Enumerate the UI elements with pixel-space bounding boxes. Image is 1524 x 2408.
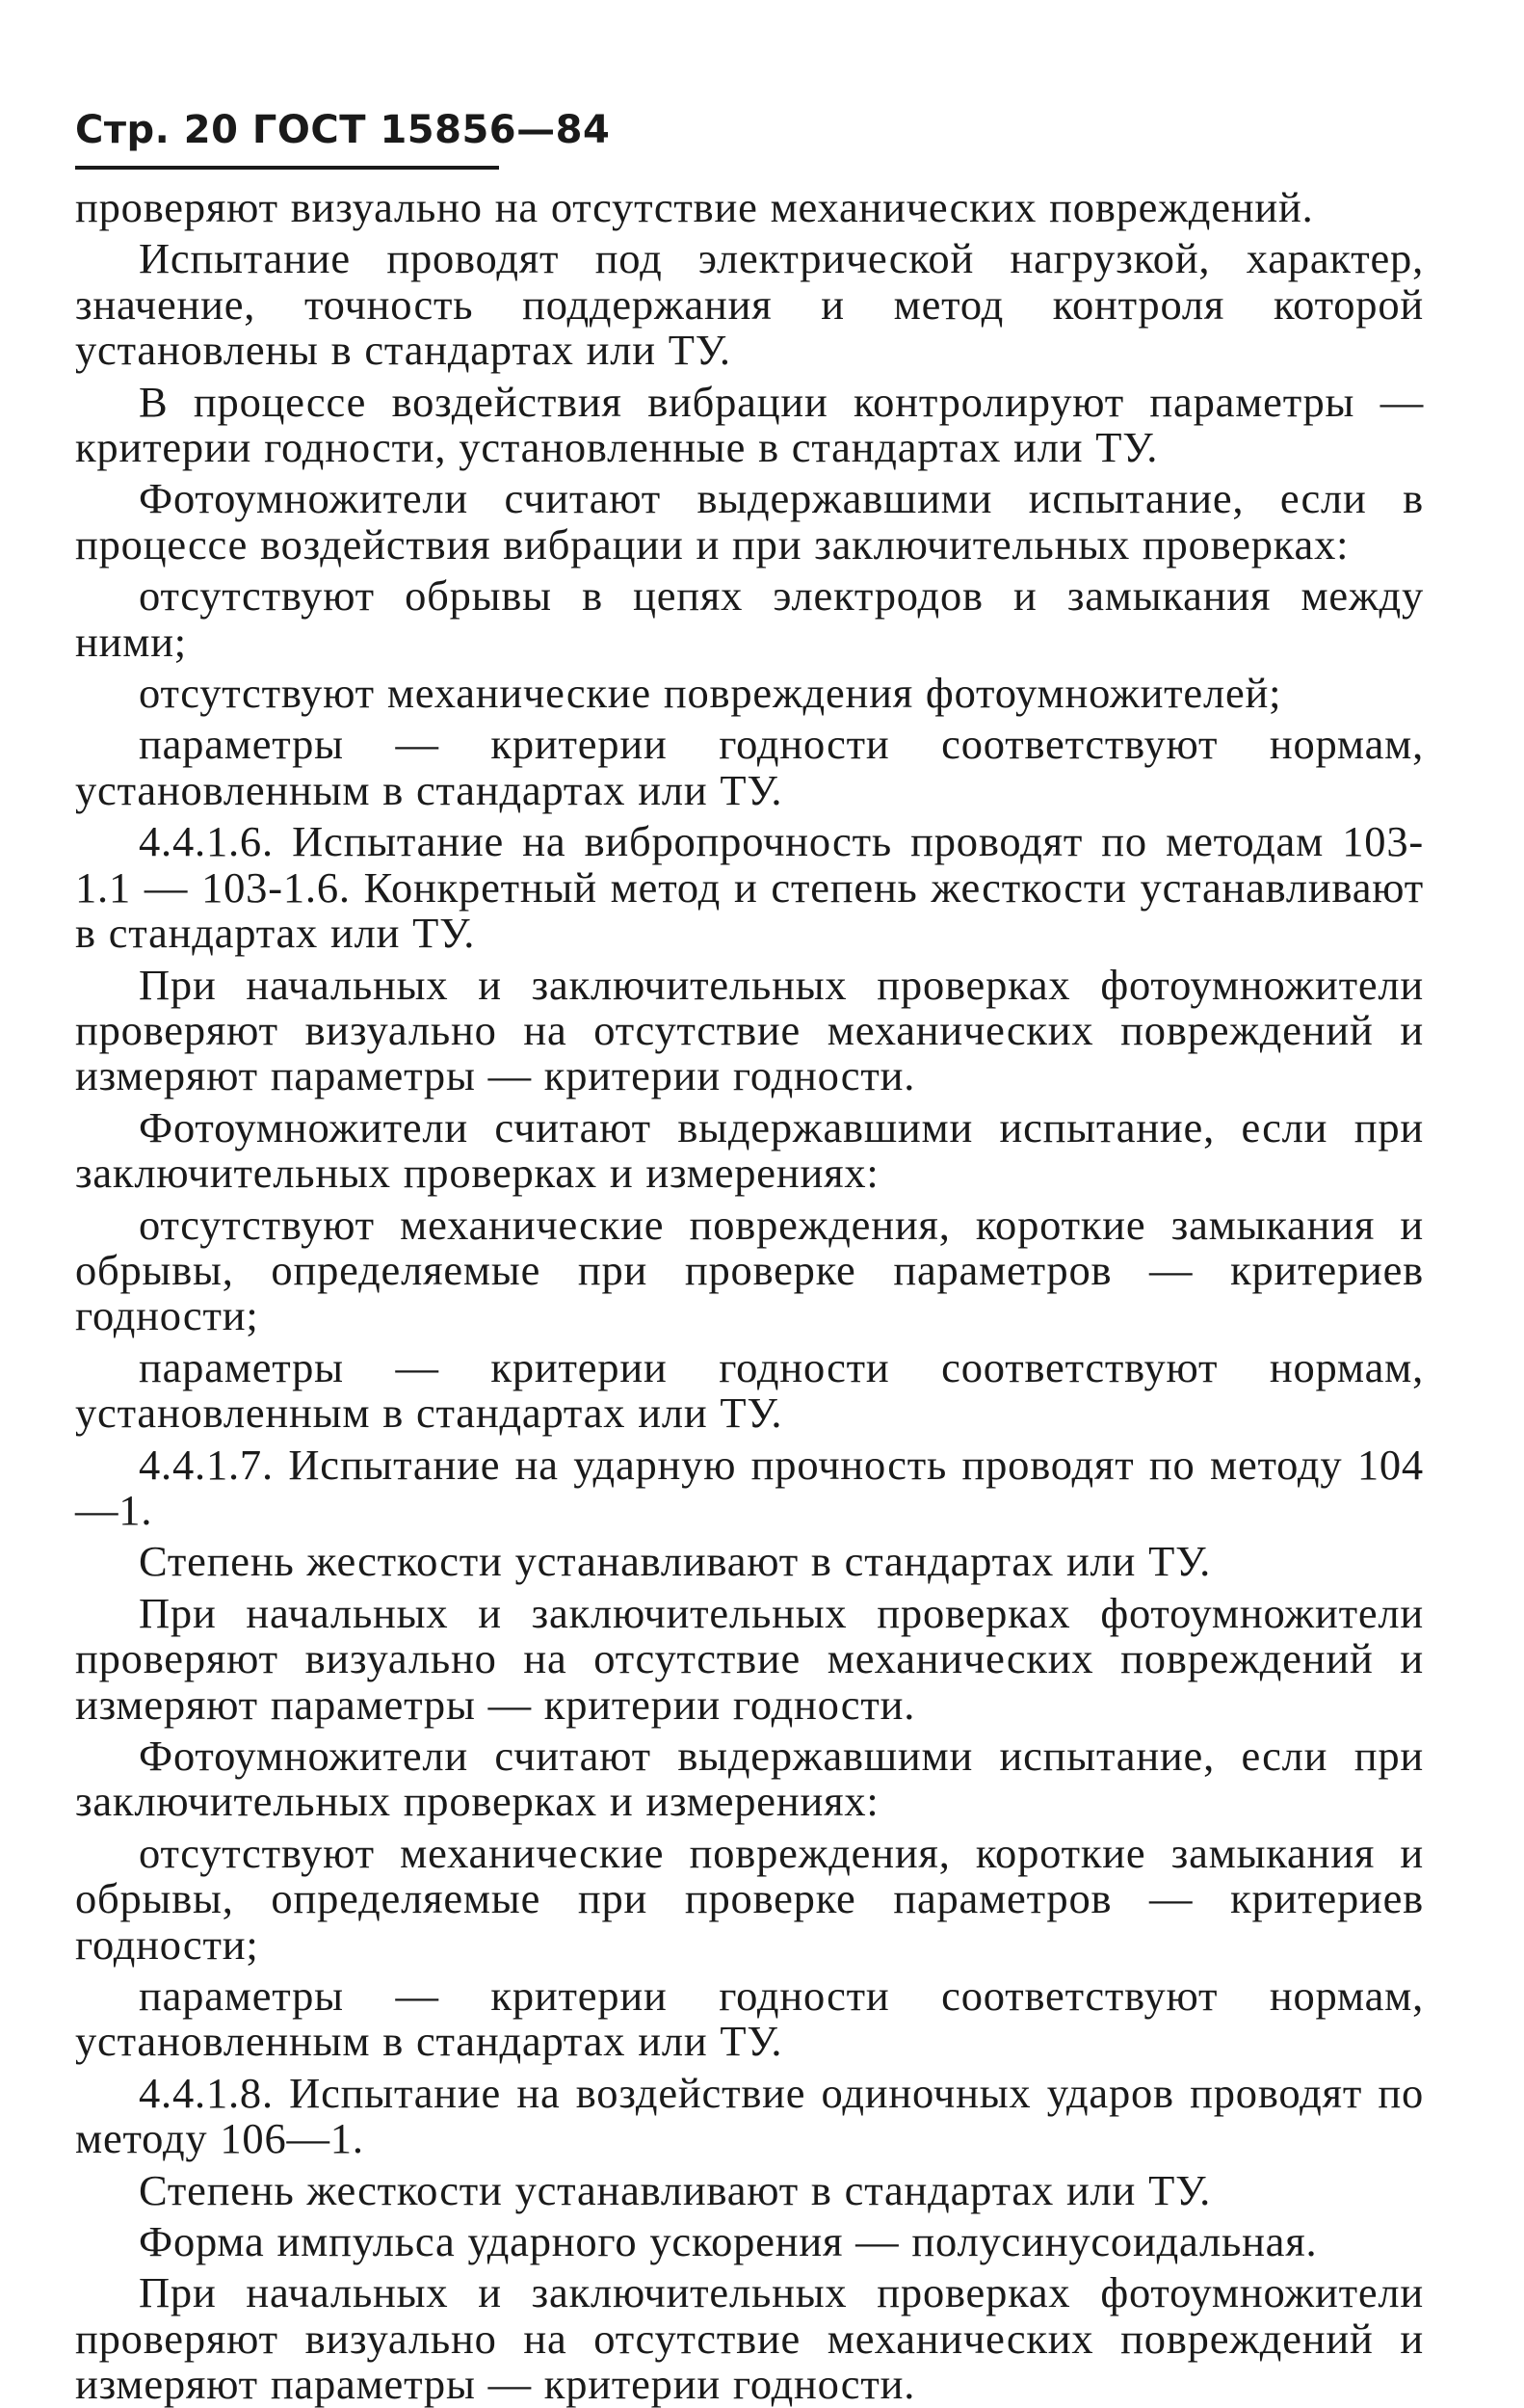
paragraph: параметры — критерии годности соответствуют нормам, установленным в стандартах или ТУ. xyxy=(75,720,1424,814)
paragraph: При начальных и заключительных проверках фотоумножители проверяют визуально на отсутствие механических повреждений и измеряют параметры — критерии годности. xyxy=(75,1588,1424,1729)
document-page xyxy=(75,0,1424,2408)
paragraph: Фотоумножители считают выдержавшими испытание, если при заключительных проверках и измерениях: xyxy=(75,1102,1424,1198)
document-body xyxy=(75,185,1424,2408)
paragraph: параметры — критерии годности соответствуют нормам, установленным в стандартах или ТУ. xyxy=(75,1971,1424,2066)
paragraph: отсутствуют механические повреждения фотоумножителей; xyxy=(139,669,1282,718)
clause-4-4-1-8: 4.4.1.8. Испытание на воздействие одиночных ударов проводят по методу 106—1. xyxy=(75,2068,1424,2163)
paragraph: Степень жесткости устанавливают в стандартах или ТУ. xyxy=(139,1537,1212,1586)
clause-4-4-1-6: 4.4.1.6. Испытание на вибропрочность проводят по методам 103-1.1 — 103-1.6. Конкретный метод и степень жесткости устанавливают в стандартах или ТУ. xyxy=(75,817,1424,958)
paragraph: В процессе воздействия вибрации контролируют параметры — критерии годности, установленные в стандартах или ТУ. xyxy=(75,377,1424,472)
standard-designation: ГОСТ 15856—84 xyxy=(251,108,611,152)
paragraph: Испытание проводят под электрической нагрузкой, характер, значение, точность поддержания и метод контроля которой установлены в стандартах или ТУ. xyxy=(75,234,1424,375)
clause-4-4-1-7: 4.4.1.7. Испытание на ударную прочность проводят по методу 104—1. xyxy=(75,1440,1424,1534)
header-rule xyxy=(75,166,499,170)
paragraph: При начальных и заключительных проверках фотоумножители проверяют визуально на отсутствие механических повреждений и измеряют параметры — критерии годности. xyxy=(75,960,1424,1100)
page-header xyxy=(75,108,610,152)
paragraph: Форма импульса ударного ускорения — полусинусоидальная. xyxy=(139,2217,1318,2266)
paragraph: При начальных и заключительных проверках фотоумножители проверяют визуально на отсутствие механических повреждений и измеряют параметры — критерии годности. xyxy=(75,2268,1424,2408)
paragraph: отсутствуют механические повреждения, короткие замыкания и обрывы, определяемые при проверке параметров — критериев годности; xyxy=(75,1200,1424,1340)
paragraph: проверяют визуально на отсутствие механических повреждений. xyxy=(75,183,1314,231)
page-number-label: Стр. 20 xyxy=(75,108,239,152)
paragraph: отсутствуют обрывы в цепях электродов и замыкания между ними; xyxy=(75,571,1424,666)
paragraph: отсутствуют механические повреждения, короткие замыкания и обрывы, определяемые при проверке параметров — критериев годности; xyxy=(75,1828,1424,1969)
paragraph: Степень жесткости устанавливают в стандартах или ТУ. xyxy=(139,2165,1212,2214)
paragraph: параметры — критерии годности соответствуют нормам, установленным в стандартах или ТУ. xyxy=(75,1342,1424,1438)
paragraph: Фотоумножители считают выдержавшими испытание, если в процессе воздействия вибрации и при заключительных проверках: xyxy=(75,474,1424,569)
paragraph: Фотоумножители считают выдержавшими испытание, если при заключительных проверках и измерениях: xyxy=(75,1732,1424,1826)
